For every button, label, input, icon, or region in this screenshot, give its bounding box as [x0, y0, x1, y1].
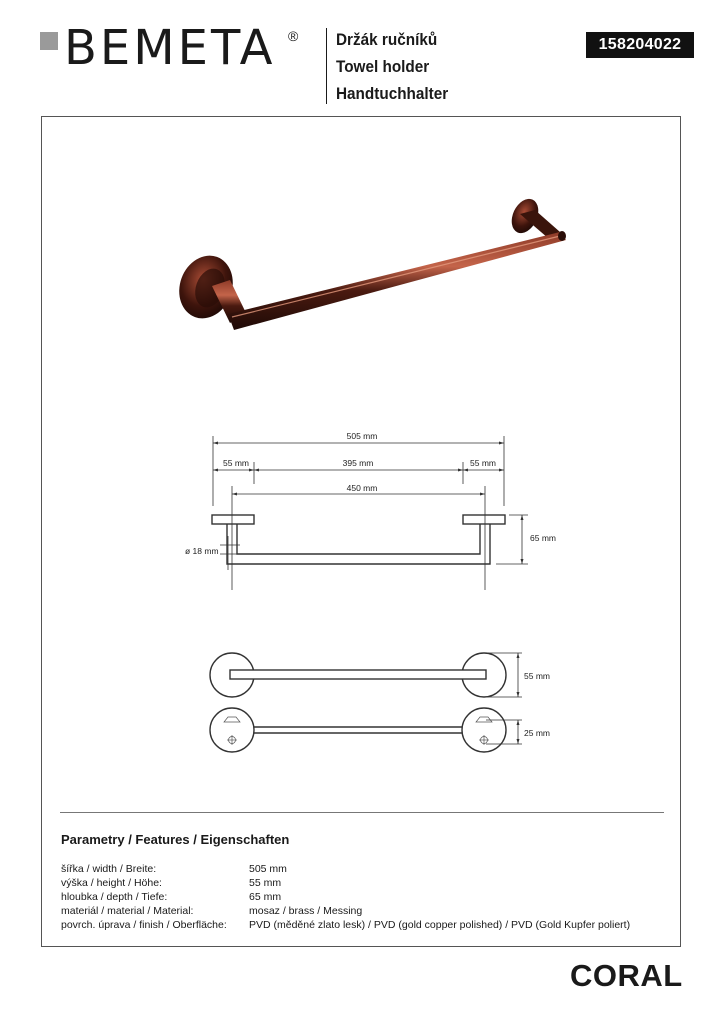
series-name: CORAL — [570, 958, 683, 993]
spec-value-height: 55 mm — [249, 877, 282, 889]
spec-label-depth: hloubka / depth / Tiefe: — [61, 891, 168, 903]
dim-bar-length: 450 mm — [346, 483, 378, 493]
bottom-view — [210, 708, 506, 752]
features-title: Parametry / Features / Eigenschaften — [61, 832, 290, 847]
title-cs: Držák ručníků — [336, 30, 438, 49]
dim-left-rosette: 55 mm — [223, 458, 249, 468]
spec-label-finish: povrch. úprava / finish / Oberfläche: — [61, 919, 227, 931]
spec-label-material: materiál / material / Material: — [61, 905, 194, 917]
product-photo — [171, 195, 566, 330]
top-view — [210, 653, 506, 697]
brand-logo: BEMETA — [64, 20, 276, 76]
dim-total-width: 505 mm — [346, 431, 378, 441]
spec-label-width: šířka / width / Breite: — [61, 863, 157, 875]
spec-value-finish: PVD (měděné zlato lesk) / PVD (gold copper polished) / PVD (Gold Kupfer poliert) — [249, 919, 631, 931]
dim-mount-offset: 25 mm — [524, 728, 550, 738]
spec-value-width: 505 mm — [249, 863, 287, 875]
dim-depth: 65 mm — [530, 533, 556, 543]
dim-right-rosette: 55 mm — [470, 458, 496, 468]
spec-value-depth: 65 mm — [249, 891, 282, 903]
title-en: Towel holder — [336, 57, 430, 76]
mounting-holes — [224, 717, 492, 745]
title-de: Handtuchhalter — [336, 84, 449, 103]
spec-value-material: mosaz / brass / Messing — [249, 905, 363, 917]
dim-diameter: ø 18 mm — [185, 546, 219, 556]
features-divider — [60, 812, 664, 813]
product-code: 158204022 — [586, 32, 694, 58]
dim-center-span: 395 mm — [342, 458, 374, 468]
dim-height: 55 mm — [524, 671, 550, 681]
registered-mark: ® — [288, 28, 299, 44]
spec-label-height: výška / height / Höhe: — [61, 877, 162, 889]
